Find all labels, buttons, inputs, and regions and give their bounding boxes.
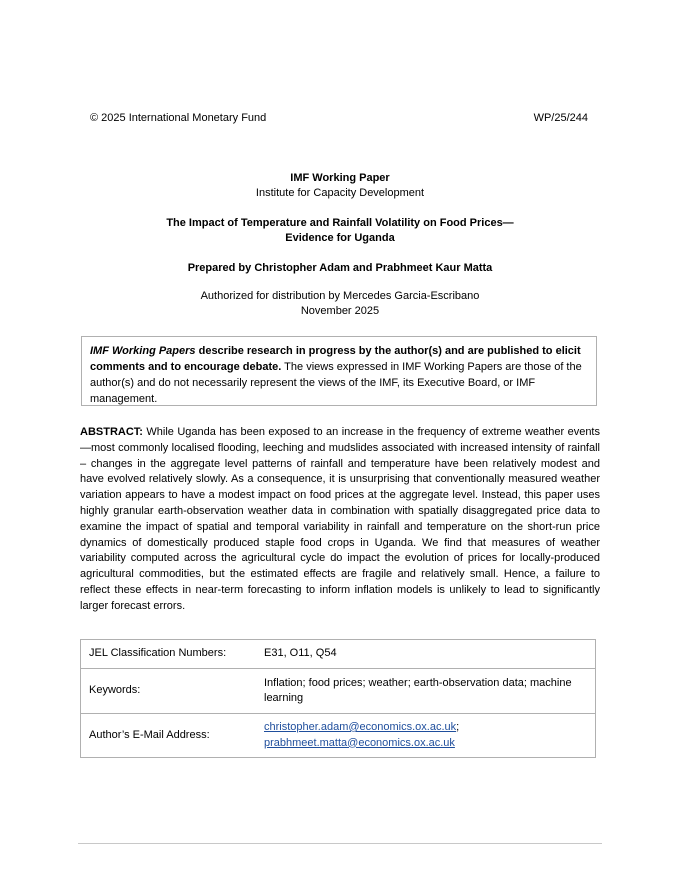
table-row [81,714,596,758]
classification-table [80,639,596,758]
department: Institute for Capacity Development [255,187,425,199]
footer-divider [78,843,602,844]
disclaimer-box [81,336,597,406]
prepared-by: Prepared by Christopher Adam and Prabhmeet Kaur Matta [187,262,493,274]
email-label: Author’s E-Mail Address: [81,714,257,758]
abstract-text: While Uganda has been exposed to an increase in the frequency of extreme weather events—most commonly localised flooding, leeching and mudslides associated with increased intensity of rainfall – changes in the aggregate level patterns of rainfall and temperature have been relatively modest and have evolved relatively slowly. As a consequence, it is unsurprising that conventionally measured weather variation appears to have a modest impact on food prices at the aggregate level. Instead, this paper uses highly granular earth-observation weather data in combination with spatially disaggregated price data to examine the impact of spatial and temporal variability in rainfall and temperature on the short-run price dynamics of domestically produced staple food crops in Uganda. We find that measures of weather variability computed across the agricultural cycle do impact the evolution of prices for locally-produced agricultural commodities, but the estimated effects are fragile and relatively small. Hence, a failure to reflect these effects in near-term forecasting to inform inflation models is unlikely to lead to significantly larger forecast errors. [80,426,600,612]
publication-date: November 2025 [300,305,380,317]
email-link-adam[interactable]: christopher.adam@economics.ox.ac.uk [264,721,457,733]
jel-value: E31, O11, Q54 [256,640,596,669]
jel-label: JEL Classification Numbers: [81,640,257,669]
copyright-notice: © 2025 International Monetary Fund [90,112,267,124]
table-row [81,669,596,714]
email-separator: ; [456,721,460,733]
table-row [81,640,596,669]
email-cell [256,714,596,758]
email-link-matta[interactable]: prabhmeet.matta@economics.ox.ac.uk [264,736,455,749]
keywords-label: Keywords: [81,669,257,714]
abstract [80,425,600,615]
abstract-label: ABSTRACT: [80,426,143,438]
disclaimer-bold-text: describe research in progress by the author(s) and are published to elicit comments and to encourage debate. [90,345,581,373]
paper-title-line-2: Evidence for Uganda [285,232,395,244]
disclaimer-series-name: IMF Working Papers [90,345,196,357]
disclaimer-plain-text: The views expressed in IMF Working Papers are those of the author(s) and do not necessarily represent the views of the IMF, its Executive Board, or IMF management. [90,361,582,405]
series-title: IMF Working Paper [290,172,390,184]
authorized-by: Authorized for distribution by Mercedes Garcia-Escribano [200,290,480,302]
page-header [90,111,588,125]
paper-number: WP/25/244 [533,112,588,124]
keywords-value: Inflation; food prices; weather; earth-observation data; machine learning [256,669,596,714]
paper-title-line-1: The Impact of Temperature and Rainfall Volatility on Food Prices— [166,217,514,229]
